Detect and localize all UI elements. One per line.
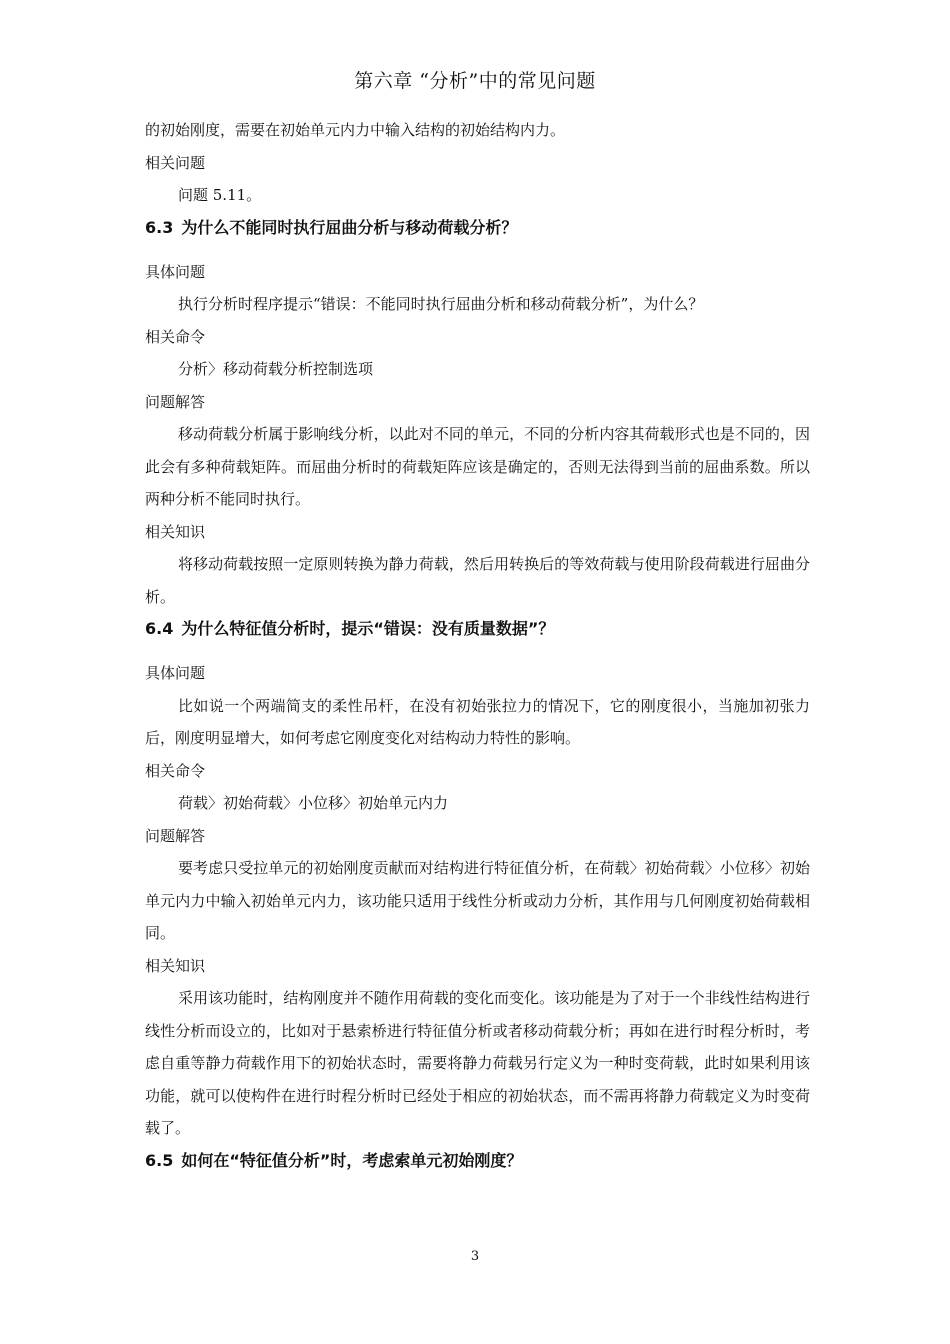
page-number: 3 [470,1249,480,1264]
related-questions-label: 相关问题 [145,153,206,172]
section-title: 为什么特征值分析时，提示“错误：没有质量数据”？ [181,619,555,638]
knowledge-text: 将移动荷载按照一定原则转换为静力荷载，然后用转换后的等效荷载与使用阶段荷载进行屈曲分析。 [145,555,810,606]
problem-label: 具体问题 [145,664,206,682]
related-questions-text: 问题 5.11。 [178,186,262,204]
knowledge-label: 相关知识 [145,956,206,975]
command-label: 相关命令 [145,327,206,346]
knowledge-text: 采用该功能时，结构刚度并不随作用荷载的变化而变化。该功能是为了对于一个非线性结构进行线性分析而设立的，比如对于悬索桥进行特征值分析或者移动荷载分析；再如在进行时程分析时，考虑自重等静力荷载作用下的初始状态时，需要将静力荷载另行定义为一种时变荷载，此时如果利用该功能，就可以使构件在进行时程分析时已经处于相应的初始状态，而不需再将静力荷载定义为时变荷载了。 [145,989,810,1137]
section-heading-6-3 [145,212,810,244]
section-number: 6.5 [145,1150,174,1170]
command-label: 相关命令 [145,761,206,780]
section-number: 6.3 [145,217,174,237]
answer-label: 问题解答 [145,826,206,845]
command-text: 分析〉移动荷载分析控制选项 [178,360,374,378]
section-title: 为什么不能同时执行屈曲分析与移动荷载分析？ [181,217,518,237]
document-body [145,114,810,1189]
answer-label: 问题解答 [145,392,206,411]
answer-text: 移动荷载分析属于影响线分析，以此对不同的单元，不同的分析内容其荷载形式也是不同的，因此会有多种荷载矩阵。而屈曲分析时的荷载矩阵应该是确定的，否则无法得到当前的屈曲系数。所以两种分析不能同时执行。 [145,425,810,508]
section-heading-6-5 [145,1145,810,1177]
problem-text: 比如说一个两端简支的柔性吊杆，在没有初始张拉力的情况下，它的刚度很小，当施加初张力后，刚度明显增大，如何考虑它刚度变化对结构动力特性的影响。 [145,696,810,747]
command-text: 荷载〉初始荷载〉小位移〉初始单元内力 [178,794,449,812]
problem-label: 具体问题 [145,262,206,281]
answer-text: 要考虑只受拉单元的初始刚度贡献而对结构进行特征值分析，在荷载〉初始荷载〉小位移〉初始单元内力中输入初始单元内力，该功能只适用于线性分析或动力分析，其作用与几何刚度初始荷载相同。 [145,859,810,942]
section-number: 6.4 [145,619,174,638]
section-title: 如何在“特征值分析”时，考虑索单元初始刚度？ [181,1150,523,1170]
section-heading-6-4 [145,613,810,645]
page-header: 第六章 “分析”中的常见问题 [354,70,596,92]
continuation-paragraph: 的初始刚度，需要在初始单元内力中输入结构的初始结构内力。 [145,121,566,139]
knowledge-label: 相关知识 [145,522,206,541]
problem-text: 执行分析时程序提示“错误：不能同时执行屈曲分析和移动荷载分析”，为什么？ [178,295,704,313]
